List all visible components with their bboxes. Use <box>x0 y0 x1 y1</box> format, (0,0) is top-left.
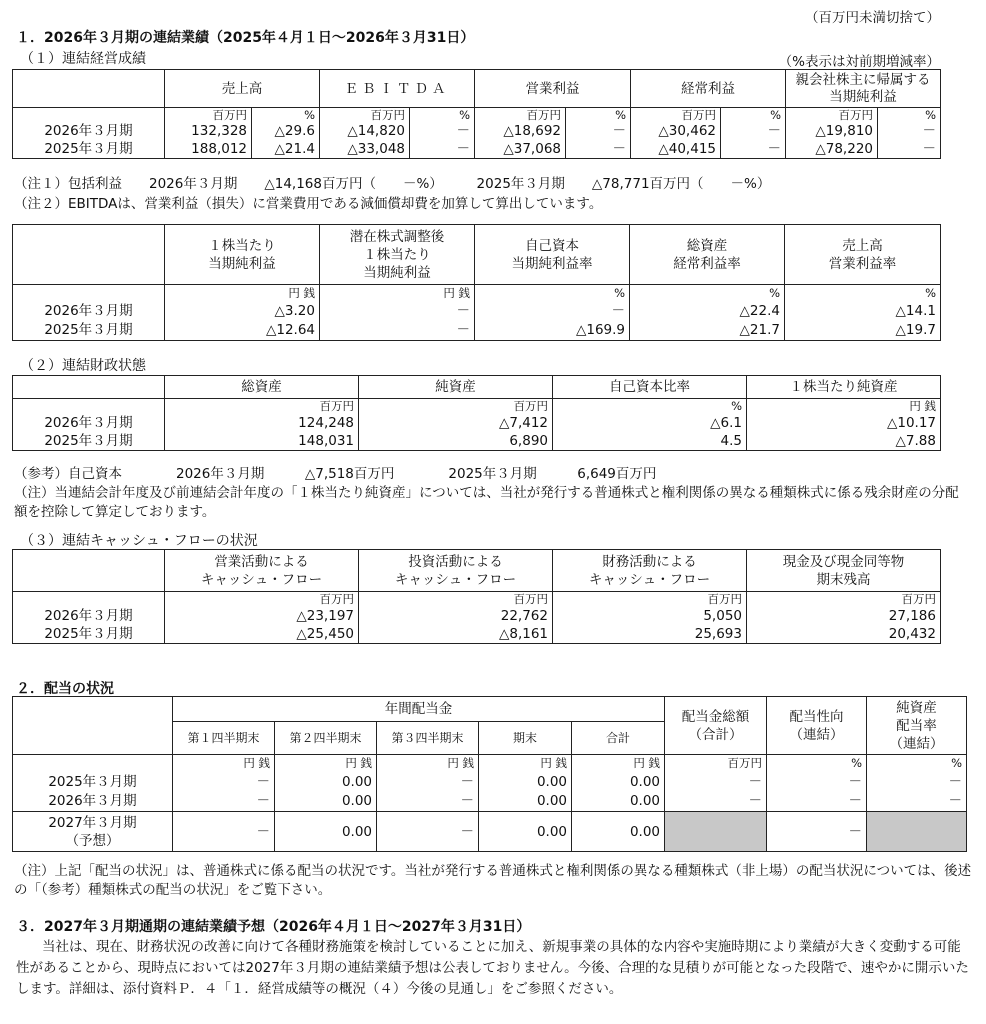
unit-label: % <box>410 108 475 123</box>
row-label: 2026年３月期 <box>13 792 173 812</box>
cell: － <box>410 122 475 140</box>
unit-label: 百万円 <box>747 592 941 607</box>
corner-cell <box>13 697 173 755</box>
unit-label: 円 銭 <box>320 285 475 301</box>
unit-label: % <box>475 285 630 301</box>
row-label: 2025年３月期 <box>13 432 165 451</box>
table-row <box>13 321 941 341</box>
cell: － <box>721 122 786 140</box>
col-header: 配当金総額 （合計） <box>665 697 767 755</box>
cell: 27,186 <box>747 607 941 625</box>
shaded-cell <box>665 812 767 852</box>
cell: － <box>173 792 275 812</box>
cell: △19,810 <box>786 122 878 140</box>
cell: 0.00 <box>479 792 572 812</box>
table-row <box>13 772 967 792</box>
unit-label: % <box>767 755 867 772</box>
cell: 0.00 <box>572 792 665 812</box>
pct-note: （%表示は対前期増減率） <box>778 54 940 70</box>
cell: △3.20 <box>165 301 320 321</box>
cell: － <box>566 140 631 159</box>
unit-label: 円 銭 <box>479 755 572 772</box>
cell: △29.6 <box>252 122 320 140</box>
cell: － <box>377 812 479 852</box>
col-subheader: 第２四半期末 <box>275 722 377 755</box>
row-label: 2026年３月期 <box>13 301 165 321</box>
note-bps: （注）当連結会計年度及び前連結会計年度の「１株当たり純資産」については、当社が発行する普通株式と権利関係の異なる種類株式に係る残余財産の分配額を控除して算定しております。 <box>14 485 959 520</box>
cell: － <box>320 301 475 321</box>
unit-label: 百万円 <box>786 108 878 123</box>
cell: － <box>767 772 867 792</box>
table-row-forecast <box>13 812 967 852</box>
unit-label: % <box>630 285 785 301</box>
col-header: 自己資本比率 <box>553 376 747 399</box>
cell: 148,031 <box>165 432 359 451</box>
section2-title: ２．配当の状況 <box>16 681 114 697</box>
cell: △6.1 <box>553 414 747 432</box>
cell: △8,161 <box>359 625 553 644</box>
cell: 0.00 <box>479 772 572 792</box>
unit-label: 円 銭 <box>747 399 941 414</box>
cell: － <box>767 812 867 852</box>
col-header: 純資産 <box>359 376 553 399</box>
cell: 22,762 <box>359 607 553 625</box>
unit-label: 百万円 <box>553 592 747 607</box>
table-row <box>13 301 941 321</box>
cell: 0.00 <box>275 772 377 792</box>
col-subheader: 第１四半期末 <box>173 722 275 755</box>
col-header: 配当性向 （連結） <box>767 697 867 755</box>
col-header: ＥＢＩＴＤＡ <box>320 70 475 108</box>
cell: － <box>410 140 475 159</box>
unit-label: 円 銭 <box>377 755 479 772</box>
col-subheader: 期末 <box>479 722 572 755</box>
cell: △25,450 <box>165 625 359 644</box>
unit-label: 百万円 <box>475 108 566 123</box>
unit-label: 百万円 <box>665 755 767 772</box>
table-row <box>13 607 941 625</box>
cell: 25,693 <box>553 625 747 644</box>
col-header: 総資産 経常利益率 <box>630 225 785 285</box>
cell: △7.88 <box>747 432 941 451</box>
operating-results-table <box>12 69 941 159</box>
row-label: 2026年３月期 <box>13 414 165 432</box>
reference-equity: （参考）自己資本 2026年３月期 △7,518百万円 2025年３月期 6,649百万円 <box>14 466 657 482</box>
unit-label: 百万円 <box>359 399 553 414</box>
cell: 4.5 <box>553 432 747 451</box>
unit-label: % <box>721 108 786 123</box>
corner-cell <box>13 376 165 399</box>
corner-cell <box>13 225 165 285</box>
unit-label: 円 銭 <box>173 755 275 772</box>
table-row <box>13 432 941 451</box>
cell: △22.4 <box>630 301 785 321</box>
cell: － <box>867 772 967 792</box>
cell: 132,328 <box>165 122 252 140</box>
cell: △10.17 <box>747 414 941 432</box>
cell: 0.00 <box>572 812 665 852</box>
row-label: 2025年３月期 <box>13 772 173 792</box>
col-header: 潜在株式調整後 １株当たり 当期純利益 <box>320 225 475 285</box>
row-label: 2025年３月期 <box>13 140 165 159</box>
col-header: 財務活動による キャッシュ・フロー <box>553 550 747 592</box>
col-header: 売上高 <box>165 70 320 108</box>
per-share-table <box>12 224 941 341</box>
cell: △14.1 <box>785 301 941 321</box>
cell: － <box>878 140 941 159</box>
col-header: １株当たり 当期純利益 <box>165 225 320 285</box>
cell: △18,692 <box>475 122 566 140</box>
cell: 6,890 <box>359 432 553 451</box>
table-row <box>13 140 941 159</box>
cell: － <box>173 772 275 792</box>
cell: － <box>320 321 475 341</box>
cell: △30,462 <box>631 122 721 140</box>
cell: 188,012 <box>165 140 252 159</box>
annual-dividend-header: 年間配当金 <box>173 697 665 722</box>
table-row <box>13 792 967 812</box>
col-header: １株当たり純資産 <box>747 376 941 399</box>
col-header: 営業利益 <box>475 70 631 108</box>
cell: － <box>377 792 479 812</box>
section1-title: １．2026年３月期の連結業績（2025年４月１日～2026年３月31日） <box>16 30 475 46</box>
cell: 5,050 <box>553 607 747 625</box>
table-row <box>13 122 941 140</box>
unit-label: % <box>878 108 941 123</box>
col-header: 経常利益 <box>631 70 786 108</box>
col-header: 現金及び現金同等物 期末残高 <box>747 550 941 592</box>
table-row <box>13 414 941 432</box>
cell: － <box>566 122 631 140</box>
row-label: 2025年３月期 <box>13 625 165 644</box>
col-header: 自己資本 当期純利益率 <box>475 225 630 285</box>
row-label: 2025年３月期 <box>13 321 165 341</box>
note-ebitda: （注２）EBITDAは、営業利益（損失）に営業費用である減価償却費を加算して算出しています。 <box>14 196 603 212</box>
unit-label: % <box>566 108 631 123</box>
cell: △78,220 <box>786 140 878 159</box>
cell: △14,820 <box>320 122 410 140</box>
unit-label: % <box>785 285 941 301</box>
cell: △21.7 <box>630 321 785 341</box>
cell: － <box>665 792 767 812</box>
unit-label: 円 銭 <box>165 285 320 301</box>
cell: － <box>721 140 786 159</box>
cell: － <box>173 812 275 852</box>
shaded-cell <box>867 812 967 852</box>
subsection2-title: （２）連結財政状態 <box>20 358 146 374</box>
cell: △169.9 <box>475 321 630 341</box>
financial-position-table <box>12 375 941 451</box>
col-header: 親会社株主に帰属する当期純利益 <box>786 70 941 108</box>
cell: △12.64 <box>165 321 320 341</box>
cell: △21.4 <box>252 140 320 159</box>
cell: 0.00 <box>275 812 377 852</box>
unit-label: 百万円 <box>631 108 721 123</box>
cell: 124,248 <box>165 414 359 432</box>
col-header: 総資産 <box>165 376 359 399</box>
forecast-body: 当社は、現在、財務状況の改善に向けて各種財務施策を検討していることに加え、新規事業の具体的な内容や実施時期により業績が大きく変動する可能性があることから、現時点においては2027年３月期の連結業績予想は公表しておりません。今後、合理的な見積りが可能となった段階で、速やかに開示いたします。詳細は、添付資料Ｐ．４「１．経営成績等の概況（４）今後の見通し」をご参照ください。 <box>16 939 969 997</box>
unit-label: 円 銭 <box>572 755 665 772</box>
dividend-table <box>12 696 967 852</box>
cell: － <box>867 792 967 812</box>
corner-cell <box>13 550 165 592</box>
subsection1-title: （１）連結経営成績 <box>20 51 146 67</box>
row-label: 2026年３月期 <box>13 122 165 140</box>
cell: △23,197 <box>165 607 359 625</box>
unit-label: 百万円 <box>320 108 410 123</box>
cell: － <box>475 301 630 321</box>
cash-flow-table <box>12 549 941 644</box>
cell: △40,415 <box>631 140 721 159</box>
note-dividend: （注）上記「配当の状況」は、普通株式に係る配当の状況です。当社が発行する普通株式と権利関係の異なる種類株式（非上場）の配当状況については、後述の「（参考）種類株式の配当の状況」をご覧下さい。 <box>14 863 972 898</box>
col-subheader: 合計 <box>572 722 665 755</box>
col-header: 売上高 営業利益率 <box>785 225 941 285</box>
note-comprehensive-income: （注１）包括利益 2026年３月期 △14,168百万円（ －%） 2025年３月期 △78,771百万円（ －%） <box>14 176 771 192</box>
cell: 20,432 <box>747 625 941 644</box>
unit-label: 百万円 <box>165 399 359 414</box>
cell: － <box>878 122 941 140</box>
corner-cell <box>13 70 165 108</box>
col-header: 営業活動による キャッシュ・フロー <box>165 550 359 592</box>
unit-label: 百万円 <box>165 108 252 123</box>
cell: 0.00 <box>572 772 665 792</box>
cell: 0.00 <box>479 812 572 852</box>
cell: － <box>767 792 867 812</box>
subsection3-title: （３）連結キャッシュ・フローの状況 <box>20 533 258 549</box>
unit-note: （百万円未満切捨て） <box>805 10 940 26</box>
col-header: 純資産 配当率 （連結） <box>867 697 967 755</box>
cell: △7,412 <box>359 414 553 432</box>
unit-label: % <box>252 108 320 123</box>
cell: △37,068 <box>475 140 566 159</box>
cell: － <box>665 772 767 792</box>
row-label: 2026年３月期 <box>13 607 165 625</box>
cell: 0.00 <box>275 792 377 812</box>
cell: － <box>377 772 479 792</box>
row-label: 2027年３月期 （予想） <box>13 812 173 852</box>
col-subheader: 第３四半期末 <box>377 722 479 755</box>
unit-label: 百万円 <box>359 592 553 607</box>
cell: △33,048 <box>320 140 410 159</box>
section3-title: ３．2027年３月期通期の連結業績予想（2026年４月１日～2027年３月31日） <box>16 919 531 935</box>
unit-label: 円 銭 <box>275 755 377 772</box>
unit-label: % <box>867 755 967 772</box>
cell: △19.7 <box>785 321 941 341</box>
unit-label: 百万円 <box>165 592 359 607</box>
col-header: 投資活動による キャッシュ・フロー <box>359 550 553 592</box>
unit-label: % <box>553 399 747 414</box>
table-row <box>13 625 941 644</box>
